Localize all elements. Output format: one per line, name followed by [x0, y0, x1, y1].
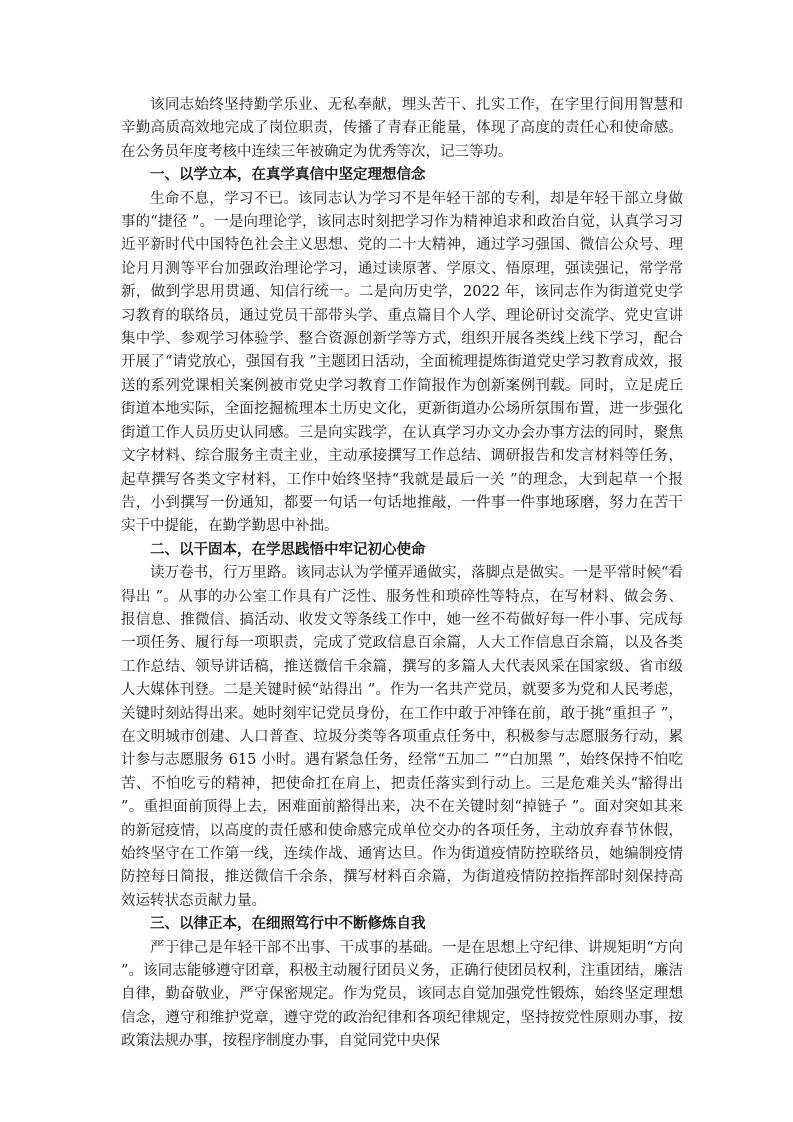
- section-1-body: 生命不息，学习不已。该同志认为学习不是年轻干部的专利，却是年轻干部立身做事的“捷径 ”。一是向理论学，该同志时刻把学习作为精神追求和政治自觉，认真学习习近平新时代中国特色社会主义思想、党的二十大精神，通过学习强国、微信公众号、理论月月测等平台加强政治理论学习，通过读原著、学原文、悟原理，强读强记，常学常新，做到学思用贯通、知信行统一。二是向历史学，2022 年，该同志作为街道党史学习教育的联络员，通过党员干部带头学、重点篇目个人学、理论研讨交流学、党史宣讲集中学、参观学习体验学、整合资源创新学等方式，组织开展各类线上线下学习，配合开展了“请党放心，强国有我 ”主题团日活动，全面梳理提炼街道党史学习教育成效，报送的系列党课相关案例被市党史学习教育工作简报作为创新案例刊载。同时，立足虎丘街道本地实际，全面挖掘梳理本土历史文化，更新街道办公场所氛围布置，进一步强化街道工作人员历史认同感。三是向实践学，在认真学习办文办会办事方法的同时，聚焦文字材料、综合服务主责主业，主动承接撰写工作总结、调研报告和发言材料等任务，起草撰写各类文字材料，工作中始终坚持“我就是最后一关 ”的理念，大到起草一个报告，小到撰写一份通知，都要一句话一句话地推敲，一件事一件事地琢磨，努力在苦干实干中提能，在勤学勤思中补拙。: [121, 190, 683, 535]
- section-3-body: 严于律己是年轻干部不出事、干成事的基础。一是在思想上守纪律、讲规矩明“方向 ”。该同志能够遵守团章，积极主动履行团员义务，正确行使团员权利，注重团结，廉洁自律，勤奋敬业，严守保密规定。作为党员，该同志自觉加强党性锻炼，始终坚定理想信念，遵守和维护党章，遵守党的政治纪律和各项纪律规定，坚持按党性原则办事，按政策法规办事，按程序制度办事，自觉同党中央保: [121, 939, 683, 1050]
- section-1-heading: 一、以学立本，在真学真信中坚定理想信念: [150, 167, 426, 184]
- section-2-body: 读万卷书，行万里路。该同志认为学懂弄通做实，落脚点是做实。一是平常时候“看得出 ”。从事的办公室工作具有广泛性、服务性和琐碎性等特点，在写材料、做会务、报信息、推微信、搞活动、收发文等条线工作中，她一丝不苟做好每一件小事、完成每一项任务、履行每一项职责，完成了党政信息百余篇，人大工作信息百余篇，以及各类工作总结、领导讲话稿，推送微信千余篇，撰写的多篇人大代表风采在国家级、省市级人大媒体刊登。二是关键时候“站得出 ”。作为一名共产党员，就要多为党和人民考虑，关键时刻站得出来。她时刻牢记党员身份，在工作中敢于冲锋在前，敢于挑“重担子 ”，在文明城市创建、人口普查、垃圾分类等各项重点任务中，积极参与志愿服务行动，累计参与志愿服务 615 小时。遇有紧急任务，经常“五加二 ”“白加黑 ”，始终保持不怕吃苦、不怕吃亏的精神，把使命扛在肩上，把责任落实到行动上。三是危难关头“豁得出 ”。重担面前顶得上去，困难面前豁得出来，决不在关键时刻“掉链子 ”。面对突如其来的新冠疫情，以高度的责任感和使命感完成单位交办的各项任务，主动放弃春节休假，始终坚守在工作第一线，连续作战、通宵达旦。作为街道疫情防控联络员，她编制疫情防控每日简报，推送微信千余条，撰写材料百余篇，为街道疫情防控指挥部时刻保持高效运转状态贡献力量。: [121, 565, 683, 909]
- document-page: [121, 94, 683, 1054]
- section-3-heading: 三、以律正本，在细照笃行中不断修炼自我: [150, 916, 426, 933]
- section-2-heading: 二、以干固本，在学思践悟中牢记初心使命: [150, 541, 426, 558]
- intro-paragraph: 该同志始终坚持勤学乐业、无私奉献，埋头苦干、扎实工作，在字里行间用智慧和辛勤高质高效地完成了岗位职责，传播了青春正能量，体现了高度的责任心和使命感。在公务员年度考核中连续三年被确定为优秀等次，记三等功。: [121, 97, 683, 160]
